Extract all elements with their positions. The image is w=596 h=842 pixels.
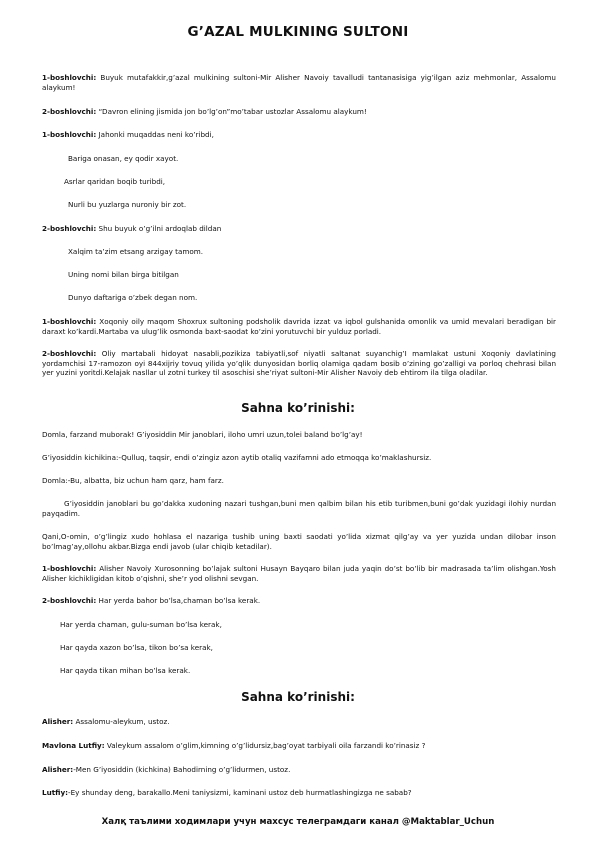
poem-line: Bariga onasan, ey qodir xayot. [68, 154, 179, 163]
poem-line: Nurli bu yuzlarga nuroniy bir zot. [68, 200, 187, 209]
paragraph-text: “Davron elining jismida jon bo’lg’on”mo’tabar ustozlar Assalomu alaykum! [96, 107, 367, 116]
speaker-label: Alisher: [42, 717, 74, 726]
poem-line: Asrlar qaridan boqib turibdi, [64, 177, 166, 186]
paragraph [42, 317, 556, 336]
paragraph-text: -Men G’iyosiddin (kichkina) Bahodirning o’g’lidurmen, ustoz. [73, 765, 291, 774]
paragraph-text: Valeykum assalom o’glim,kimning o’g’lidursiz,bag’oyat tarbiyali oila farzandi ko’rinasiz ? [104, 741, 426, 750]
paragraph [42, 349, 556, 378]
speaker-label: 2-boshlovchi: [42, 349, 97, 358]
paragraph: G’iyosiddin janoblari bu go’dakka xudoning nazari tushgan,buni men qalbim bilan his etib turibmen,buni go’dak yuzidagi ilohiy nurdan payqadim. [42, 499, 559, 518]
poem-line: Har yerda chaman, gulu-suman bo’lsa kerak, [60, 620, 222, 629]
paragraph-text: -Ey shunday deng, barakallo.Meni taniysizmi, kaminani ustoz deb hurmatlashingizga ne sabab? [68, 788, 412, 797]
paragraph-text: Buyuk mutafakkir,g’azal mulkining sultoni-Mir Alisher Navoiy tavalludi tantanasisiga yig’ilgan aziz mehmonlar, Assalomu alaykum! [42, 73, 556, 92]
speaker-label: Lutfiy: [42, 788, 69, 797]
paragraph-text: Jahonki muqaddas neni ko’ribdi, [96, 130, 214, 139]
paragraph-text: Oliy martabali hidoyat nasabli,pozikiza tabiyatli,sof niyatli saltanat suyanchig’I mamlakat ustuni Xoqoniy davlatining yordamchisi 17-ramozon oyi 844xijriy tovuq yilida yo’qlik dunyosidan borliq olamiga qadam bosib o’zining go’zalligi va porloq chehrasi bilan yer yuzini yoritdi.Kelajak nasllar ul zotni turkey til asoschisi she’riyat sultoni-Mir Alisher Navoiy deb ehtirom ila tilga oladilar. [42, 349, 556, 378]
paragraph [42, 564, 556, 583]
speaker-label: 2-boshlovchi: [42, 107, 97, 116]
paragraph-text: Shu buyuk o’g’ilni ardoqlab dildan [96, 224, 222, 233]
footer-channel-link[interactable]: Халқ таълими ходимлари учун махсус телеграмдаги канал @Maktablar_Uchun [101, 817, 495, 827]
section-heading: Sahna ko’rinishi: [241, 690, 355, 704]
section-heading: Sahna ko’rinishi: [241, 401, 355, 415]
speaker-label: 1-boshlovchi: [42, 317, 97, 326]
paragraph-text: Har yerda bahor bo’lsa,chaman bo’lsa kerak. [96, 596, 261, 605]
speaker-label: 1-boshlovchi: [42, 130, 97, 139]
paragraph [42, 130, 556, 140]
poem-line: Har qayda xazon bo’lsa, tikon bo’sa kerak, [60, 643, 213, 652]
paragraph: G’iyosiddin kichikina:-Qulluq, taqsir, endi o’zingiz azon aytib otaliq vazifamni ado etmoqqa ko’maklashursiz. [42, 453, 432, 462]
paragraph [42, 107, 556, 117]
speaker-label: 1-boshlovchi: [42, 564, 97, 573]
paragraph-text: Assalomu-aleykum, ustoz. [73, 717, 170, 726]
paragraph: Domla:-Bu, albatta, biz uchun ham qarz, ham farz. [42, 476, 224, 485]
speaker-label: 2-boshlovchi: [42, 224, 97, 233]
paragraph [42, 717, 556, 727]
paragraph [42, 596, 556, 606]
paragraph-text: Xoqoniy oily maqom Shoxrux sultoning podsholik davrida izzat va iqbol gulshanida omonlik va umid mevalari beradigan bir daraxt ko’kardi.Martaba va ulug’lik osmonda baxt-saodat ko’zini yorutuvchi bir yulduz porladi. [42, 317, 556, 336]
paragraph: Qani,O-omin, o’g’lingiz xudo hohlasa el nazariga tushib uning baxti saodati yo’lida xizmat qilg’ay va yer yuzida undan dilobar inson bo’lmag’ay,ollohu akbar.Bizga endi javob (ular chiqib ketadilar). [42, 532, 556, 551]
poem-line: Dunyo daftariga o’zbek degan nom. [68, 293, 198, 302]
paragraph [42, 788, 556, 798]
paragraph [42, 765, 556, 775]
speaker-label: 1-boshlovchi: [42, 73, 97, 82]
poem-line: Uning nomi bilan birga bitilgan [68, 270, 179, 279]
poem-line: Har qayda tikan mihan bo’lsa kerak. [60, 666, 191, 675]
paragraph-text: Alisher Navoiy Xurosonning bo’lajak sultoni Husayn Bayqaro bilan juda yaqin do’st bo’lib bir madrasada ta’lim olishgan.Yosh Alisher kichikligidan kitob o’qishni, she’r yod olishni sevgan. [42, 564, 556, 583]
document-title: G’AZAL MULKINING SULTONI [187, 24, 409, 40]
speaker-label: Mavlona Lutfiy: [42, 741, 105, 750]
speaker-label: Alisher: [42, 765, 74, 774]
speaker-label: 2-boshlovchi: [42, 596, 97, 605]
paragraph [42, 73, 556, 92]
paragraph: Domla, farzand muborak! G’iyosiddin Mir janoblari, iloho umri uzun,tolei baland bo’lg’ay! [42, 430, 363, 439]
paragraph [42, 741, 556, 751]
paragraph [42, 224, 556, 234]
poem-line: Xalqim ta’zim etsang arzigay tamom. [68, 247, 204, 256]
